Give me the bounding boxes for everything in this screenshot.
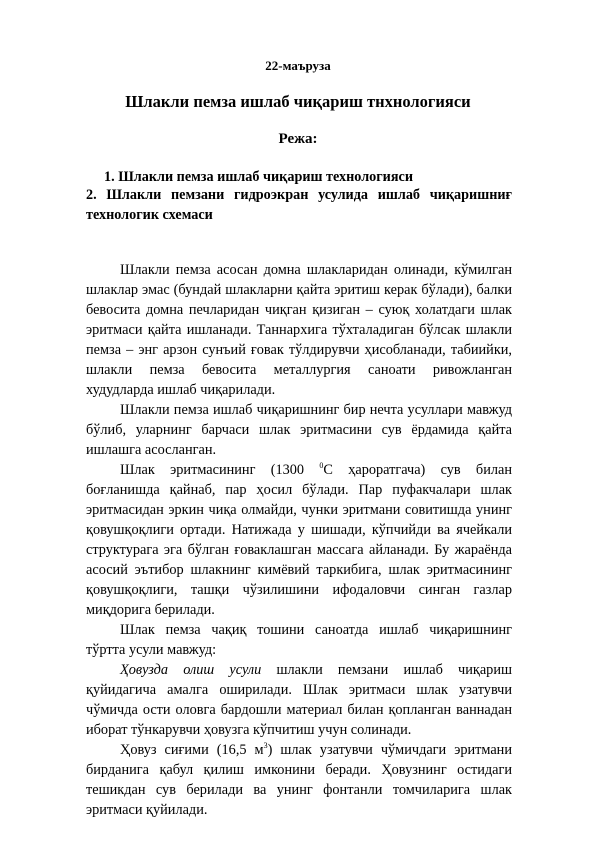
plan-item-1-text: Шлакли пемза ишлаб чиқариш технологияси [118,169,414,185]
page-title: Шлакли пемза ишлаб чиқариш тнхнологияси [125,92,471,111]
paragraph-6 [86,740,512,820]
paragraph-4: Шлак пемза чақиқ тошини саноатда ишлаб чиқаришнинг тўртта усули мавжуд: [86,622,512,658]
plan-heading: Режа: [278,131,318,147]
paragraph-3 [86,460,512,620]
paragraph-5-italic-term: Ҳовузда олиш усули [120,662,262,678]
paragraph-1: Шлакли пемза асосан домна шлакларидан олинади, кўмилган шлаклар эмас (бундай шлакларни қайта эритиш керак бўлади), балки бевосита домна печларидан чиқган қизиган – суюқ холатдаги шлак эритмаси қайта ишланади. Таннархига тўхталадиган бўлсак шлакли пемза – энг арзон сунъий ғовак тўлдирувчи ҳисобланади, табиийки, шлакли пемза бевосита металлургия саноати ривожланган худудларда ишлаб чиқарилади. [86,262,512,398]
plan-item-2: 2. Шлакли пемзани гидроэкран усулида ишлаб чиқаришниғ технологик схемаси [86,187,512,223]
paragraph-6-start: Ҳовуз сиғими (16,5 м [120,742,264,758]
lecture-number: 22-маъруза [265,58,331,73]
plan-item-1-number: 1. [104,169,115,185]
paragraph-3-rest: С ҳароратгача) сув билан боғланишда қайнаб, пар ҳосил бўлади. Пар пуфакчалари шлак эритмасидан эркин чиқа олмайди, чунки эритмани совитишда унинг қовушқоқлиги ортади. Натижада у шишади, кўпчийди ва ячейкали структурага эга бўлган ғоваклашган массага айланади. Бу жараёнда асосий эътибор шлакнинг кимёвий таркибига, шлак эритмасининг қовушқоқлиги, ташқи чўзилишини ифодаловчи синган газлар миқдорига берилади. [86,462,512,618]
degree-superscript: 0 [319,461,324,470]
paragraph-5 [86,660,512,740]
paragraph-6-rest: ) шлак узатувчи чўмичдаги эритмани бирданига қабул қилиш имконини беради. Ҳовузнинг остидаги тешикдан сув берилади ва унинг фонтанли томчиларига шлак эритмаси қуйилади. [86,742,512,818]
body-text [86,260,512,820]
paragraph-2: Шлакли пемза ишлаб чиқаришнинг бир нечта усуллари мавжуд бўлиб, уларнинг барчаси шлак эритмасини сув ёрдамида қайта ишлашга асосланган. [86,402,512,458]
paragraph-5-rest: шлакли пемзани ишлаб чиқариш қуйидагича амалга оширилади. Шлак эритмаси шлак узатувчи чўмичда ости оловга бардошли материал билан қопланган ваннадан иборат тўнкарувчи ҳовузга кўпчитиш учун солинади. [86,662,512,738]
cubic-superscript: 3 [263,741,268,750]
plan-item-1 [104,169,413,186]
paragraph-3-start: Шлак эритмасининг (1300 [120,462,305,478]
